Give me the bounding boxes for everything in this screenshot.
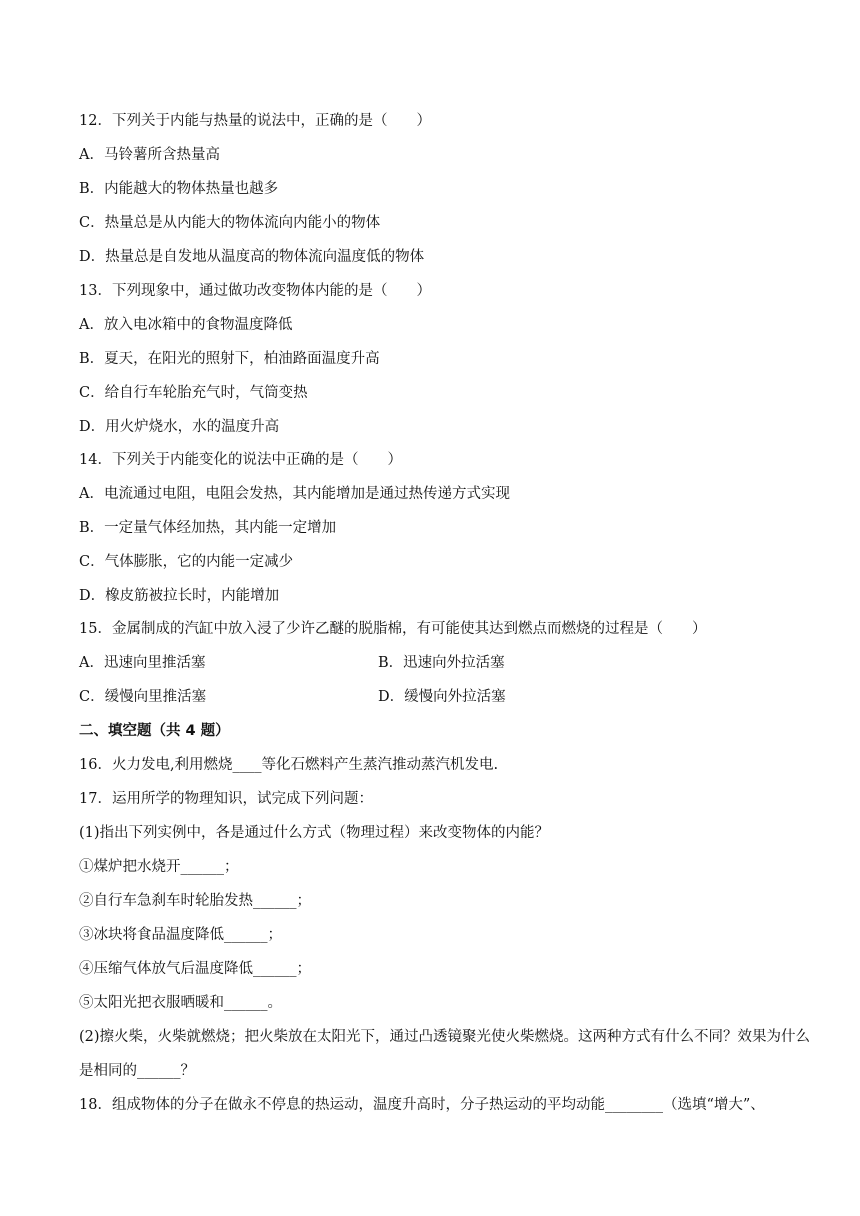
q12-option-c: C．热量总是从内能大的物体流向内能小的物体 — [79, 215, 381, 231]
q17-part1: (1)指出下列实例中，各是通过什么方式（物理过程）来改变物体的内能？ — [79, 825, 550, 841]
q13-stem: 13．下列现象中，通过做功改变物体内能的是（ ） — [79, 283, 431, 299]
q17-item-3: ③冰块将食品温度降低______； — [79, 927, 282, 943]
q13-option-d: D．用火炉烧水，水的温度升高 — [79, 419, 280, 435]
q17-part2: (2)擦火柴，火柴就燃烧；把火柴放在太阳光下，通过凸透镜聚光使火柴燃烧。这两种方式有什么不同？效果为什么是相同的______？ — [79, 1029, 811, 1079]
q14-option-d: D．橡皮筋被拉长时，内能增加 — [79, 588, 280, 604]
q14-option-b: B．一定量气体经加热，其内能一定增加 — [79, 520, 337, 536]
q13-option-a: A．放入电冰箱中的食物温度降低 — [79, 317, 293, 333]
q15-option-c: C．缓慢向里推活塞 — [79, 689, 207, 705]
q17-item-1: ①煤炉把水烧开______； — [79, 859, 239, 875]
q15-option-a: A．迅速向里推活塞 — [79, 655, 206, 671]
q13-option-b: B．夏天，在阳光的照射下，柏油路面温度升高 — [79, 351, 380, 367]
q17-stem: 17．运用所学的物理知识，试完成下列问题： — [79, 791, 373, 807]
q12-option-b: B．内能越大的物体热量也越多 — [79, 181, 279, 197]
q17-item-5: ⑤太阳光把衣服晒暖和______。 — [79, 995, 282, 1011]
q13-option-c: C．给自行车轮胎充气时，气筒变热 — [79, 385, 308, 401]
q14-stem: 14．下列关于内能变化的说法中正确的是（ ） — [79, 452, 402, 468]
q18-text: 18．组成物体的分子在做永不停息的热运动，温度升高时，分子热运动的平均动能________（选填“增大”、 — [79, 1097, 765, 1113]
q14-option-c: C．气体膨胀，它的内能一定减少 — [79, 554, 294, 570]
q15-option-d: D．缓慢向外拉活塞 — [378, 689, 506, 705]
section-heading: 二、填空题（共 4 题） — [79, 723, 230, 739]
q12-option-d: D．热量总是自发地从温度高的物体流向温度低的物体 — [79, 249, 425, 265]
q16-text: 16．火力发电,利用燃烧____等化石燃料产生蒸汽推动蒸汽机发电. — [79, 757, 499, 773]
q15-row-2 — [79, 687, 820, 707]
q15-stem: 15．金属制成的汽缸中放入浸了少许乙醚的脱脂棉，有可能使其达到燃点而燃烧的过程是（ ） — [79, 621, 707, 637]
q17-item-4: ④压缩气体放气后温度降低______； — [79, 961, 311, 977]
q12-option-a: A．马铃薯所含热量高 — [79, 147, 220, 163]
q15-row-1 — [79, 653, 820, 673]
q15-option-b: B．迅速向外拉活塞 — [378, 655, 505, 671]
q14-option-a: A．电流通过电阻，电阻会发热，其内能增加是通过热传递方式实现 — [79, 486, 510, 502]
q17-item-2: ②自行车急刹车时轮胎发热______； — [79, 893, 311, 909]
q12-stem: 12．下列关于内能与热量的说法中，正确的是（ ） — [79, 113, 431, 129]
